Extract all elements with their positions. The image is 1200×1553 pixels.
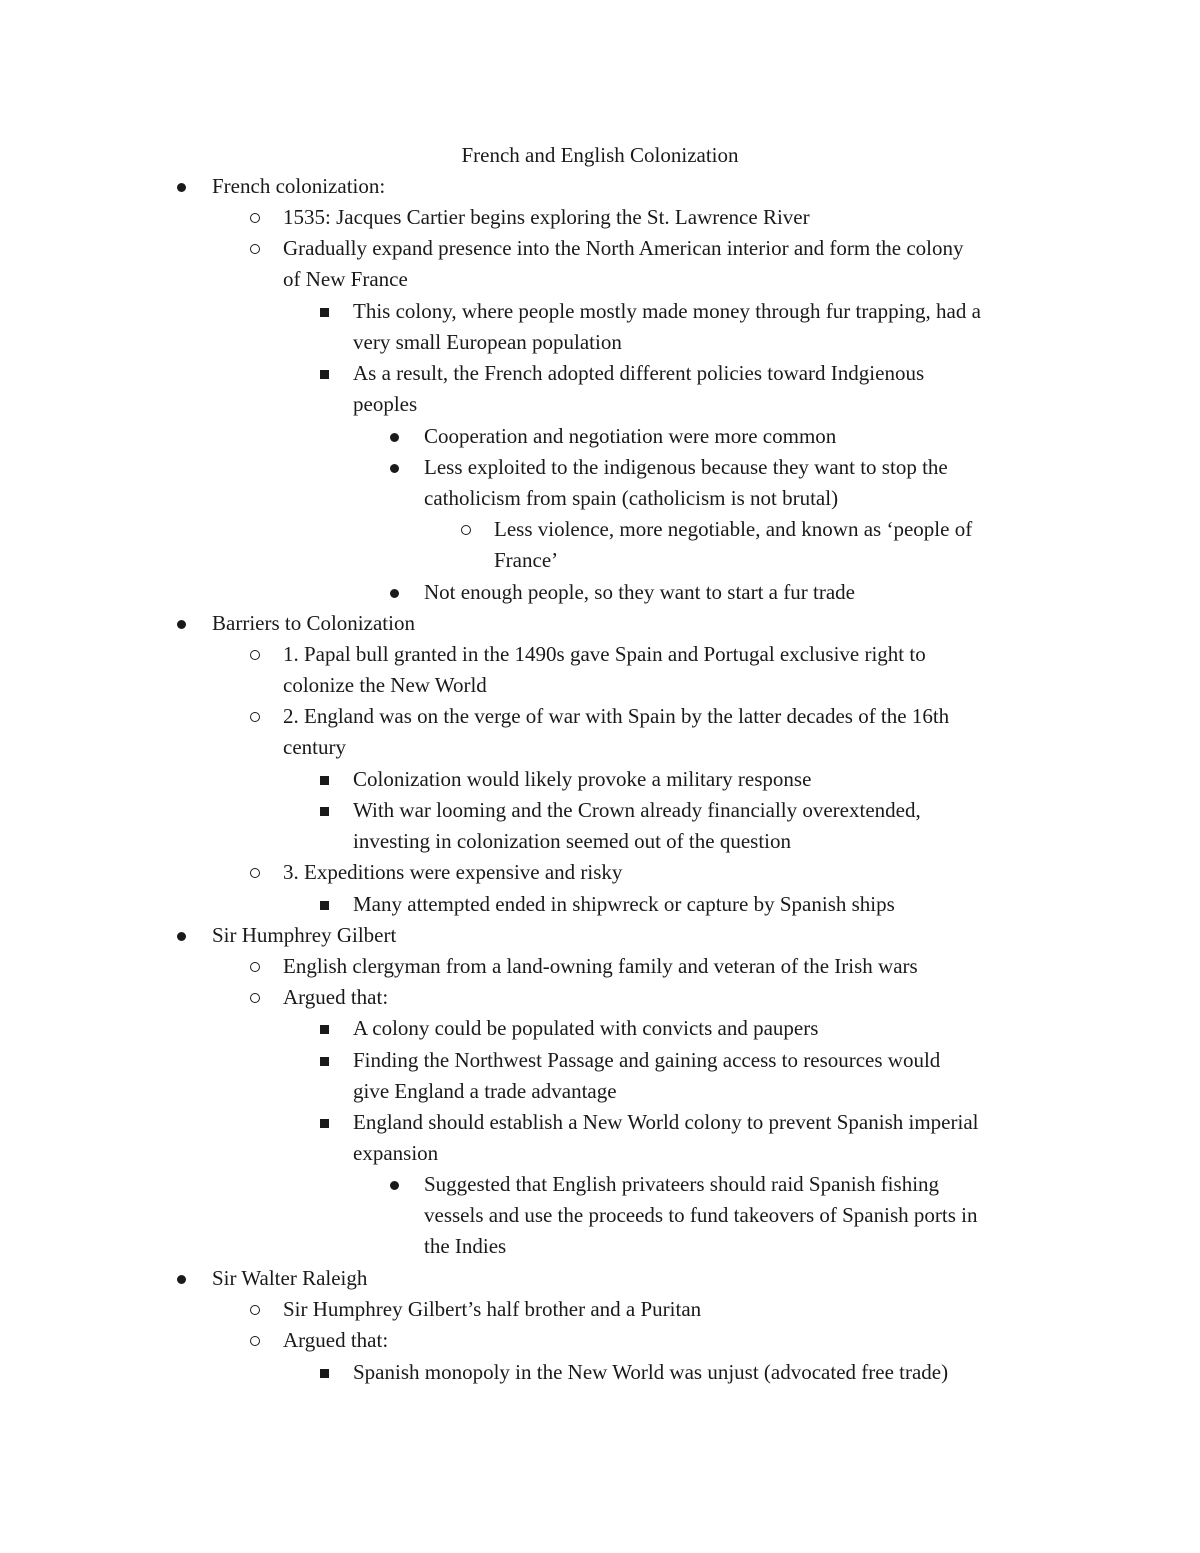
- hollow-circle-bullet-icon: [461, 525, 471, 535]
- outline-item-level-2: [283, 1294, 1073, 1325]
- outline-item-text: 2. England was on the verge of war with Spain by the latter decades of the 16th: [283, 704, 950, 729]
- outline-item-level-3: [353, 1013, 1073, 1044]
- outline-item-level-1: [212, 920, 1112, 951]
- outline-item-level-2: [283, 951, 1073, 982]
- hollow-circle-bullet-icon: [250, 244, 260, 254]
- outline-item-text: Sir Walter Raleigh: [212, 1266, 368, 1290]
- outline-item-text-continued: expansion: [353, 1141, 439, 1165]
- outline-item-text: Barriers to Colonization: [212, 610, 415, 635]
- outline-item-level-2: [283, 1325, 1073, 1356]
- outline-item-text: Spanish monopoly in the New World was unjust (advocated free trade): [353, 1359, 949, 1384]
- outline-item-text-continued: catholicism from spain (catholicism is not brutal): [424, 485, 839, 510]
- outline-item-text-continued: of New France: [283, 267, 408, 292]
- hollow-circle-bullet-icon: [250, 712, 260, 722]
- hollow-circle-bullet-icon: [250, 1336, 260, 1346]
- filled-square-bullet-icon: [320, 1119, 329, 1128]
- outline-item-level-3: [353, 1045, 1073, 1107]
- outline-item-level-2: [283, 202, 1073, 233]
- outline-item-level-2: [283, 701, 1073, 763]
- filled-circle-bullet-icon: [390, 464, 399, 473]
- outline-item-level-1: [212, 608, 1112, 639]
- outline-item-text: Many attempted ended in shipwreck or capture by Spanish ships: [353, 891, 895, 916]
- outline-item-text: Not enough people, so they want to start a fur trade: [424, 579, 855, 604]
- outline-item-text: 1. Papal bull granted in the 1490s gave Spain and Portugal exclusive right to: [283, 642, 926, 666]
- outline-item-level-4: [424, 452, 1064, 514]
- hollow-circle-bullet-icon: [250, 868, 260, 878]
- outline-item-level-2: [283, 857, 1073, 888]
- hollow-circle-bullet-icon: [250, 650, 260, 660]
- outline-item-text-continued: the Indies: [424, 1234, 507, 1259]
- outline-item-text-continued: century: [283, 735, 346, 760]
- outline-item-text-continued: very small European population: [353, 329, 622, 354]
- filled-square-bullet-icon: [320, 370, 329, 379]
- outline-item-level-4: [424, 421, 1064, 452]
- outline-item-level-1: [212, 171, 1112, 202]
- outline-item-text-continued: vessels and use the proceeds to fund takeovers of Spanish ports in: [424, 1203, 978, 1228]
- outline-item-level-5: [494, 514, 1054, 576]
- outline-item-text: Argued that:: [283, 985, 389, 1010]
- outline-item-level-2: [283, 233, 1073, 295]
- filled-circle-bullet-icon: [177, 1275, 186, 1284]
- filled-circle-bullet-icon: [177, 183, 186, 192]
- outline-item-text: 3. Expeditions were expensive and risky: [283, 860, 623, 885]
- outline-item-text: England should establish a New World colony to prevent Spanish imperial: [353, 1110, 979, 1134]
- filled-square-bullet-icon: [320, 1057, 329, 1066]
- outline-item-text-continued: investing in colonization seemed out of the question: [353, 829, 791, 853]
- outline-item-text-continued: give England a trade advantage: [353, 1078, 617, 1103]
- outline-item-level-4: [424, 577, 1064, 608]
- filled-square-bullet-icon: [320, 1025, 329, 1034]
- filled-circle-bullet-icon: [390, 433, 399, 442]
- document-title: French and English Colonization: [461, 143, 739, 167]
- filled-circle-bullet-icon: [177, 620, 186, 629]
- outline-item-text-continued: France’: [494, 548, 559, 573]
- outline-item-text: Cooperation and negotiation were more common: [424, 423, 837, 448]
- outline-item-level-3: [353, 795, 1073, 857]
- filled-circle-bullet-icon: [390, 1181, 399, 1190]
- hollow-circle-bullet-icon: [250, 962, 260, 972]
- filled-square-bullet-icon: [320, 308, 329, 317]
- hollow-circle-bullet-icon: [250, 213, 260, 223]
- outline-item-text: With war looming and the Crown already financially overextended,: [353, 798, 921, 822]
- outline-item-level-3: [353, 889, 1073, 920]
- outline-item-text: Suggested that English privateers should raid Spanish fishing: [424, 1172, 940, 1197]
- outline-item-level-3: [353, 1357, 1073, 1388]
- filled-square-bullet-icon: [320, 1369, 329, 1378]
- outline-item-level-2: [283, 639, 1073, 701]
- outline-item-level-2: [283, 982, 1073, 1013]
- outline-item-text: This colony, where people mostly made money through fur trapping, had a: [353, 298, 981, 323]
- outline-item-text: French colonization:: [212, 174, 386, 198]
- outline-item-level-3: [353, 358, 1073, 420]
- outline-item-text-continued: peoples: [353, 392, 418, 417]
- outline-item-level-1: [212, 1263, 1112, 1294]
- outline-item-text: Sir Humphrey Gilbert’s half brother and a Puritan: [283, 1297, 702, 1322]
- filled-square-bullet-icon: [320, 901, 329, 910]
- outline-item-level-3: [353, 764, 1073, 795]
- hollow-circle-bullet-icon: [250, 1305, 260, 1315]
- outline-item-text-continued: colonize the New World: [283, 673, 487, 697]
- outline-item-text: Less violence, more negotiable, and known as ‘people of: [494, 517, 973, 542]
- outline-item-level-4: [424, 1169, 1064, 1262]
- outline-item-text: Gradually expand presence into the North American interior and form the colony: [283, 236, 964, 261]
- outline-item-text: English clergyman from a land-owning family and veteran of the Irish wars: [283, 954, 918, 978]
- outline-item-text: Sir Humphrey Gilbert: [212, 922, 397, 947]
- outline-item-text: As a result, the French adopted different policies toward Indgienous: [353, 361, 925, 386]
- outline-item-level-3: [353, 1107, 1073, 1169]
- filled-circle-bullet-icon: [390, 589, 399, 598]
- outline-item-text: A colony could be populated with convicts and paupers: [353, 1016, 819, 1041]
- outline-item-text: Argued that:: [283, 1328, 389, 1353]
- filled-circle-bullet-icon: [177, 932, 186, 941]
- filled-square-bullet-icon: [320, 807, 329, 816]
- outline-item-text: Colonization would likely provoke a military response: [353, 766, 812, 791]
- hollow-circle-bullet-icon: [250, 993, 260, 1003]
- filled-square-bullet-icon: [320, 776, 329, 785]
- outline-item-text: Finding the Northwest Passage and gaining access to resources would: [353, 1047, 941, 1072]
- outline-item-text: 1535: Jacques Cartier begins exploring the St. Lawrence River: [283, 205, 810, 230]
- outline-item-level-3: [353, 296, 1073, 358]
- outline-item-text: Less exploited to the indigenous because they want to stop the: [424, 454, 948, 479]
